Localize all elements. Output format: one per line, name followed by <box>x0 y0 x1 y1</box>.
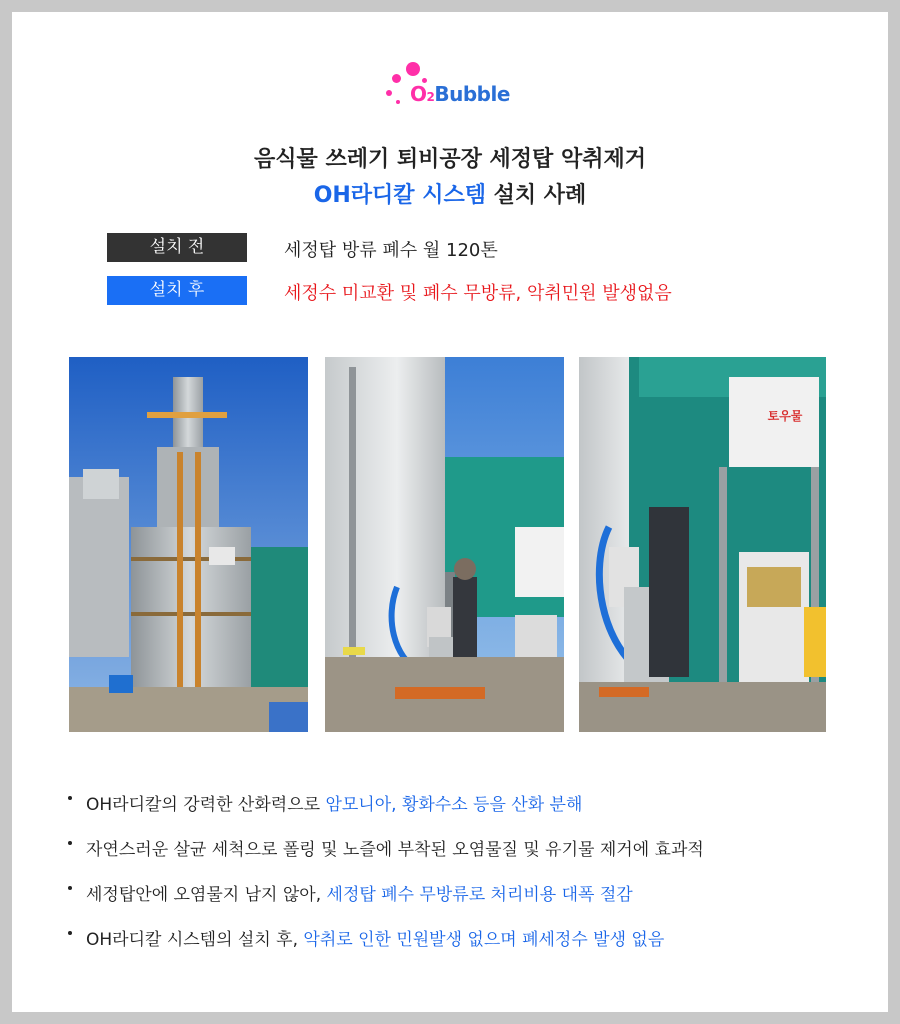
logo-bubble-dot <box>386 90 392 96</box>
list-item-highlight: 암모니아, 황화수소 등을 산화 분해 <box>325 795 583 815</box>
after-install-tag: 설치 후 <box>107 276 247 305</box>
logo-bubble-dot <box>396 100 400 104</box>
o2bubble-logo <box>384 60 534 116</box>
photo-installed-system <box>579 357 826 732</box>
title-rest: 설치 사례 <box>485 183 587 208</box>
logo-subscript-2: 2 <box>426 90 435 104</box>
before-install-tag: 설치 전 <box>107 233 247 262</box>
list-item <box>68 835 868 880</box>
list-item-text <box>86 880 633 905</box>
bullet-dot <box>68 841 72 845</box>
list-item-plain: OH라디칼 시스템의 설치 후, <box>86 930 304 950</box>
list-item-plain: OH라디칼의 강력한 산화력으로 <box>86 795 326 815</box>
feature-list <box>68 790 868 970</box>
title-accent: OH라디칼 시스템 <box>313 183 486 208</box>
logo-letter-o: O <box>410 82 427 106</box>
page-title-line2 <box>12 178 888 209</box>
logo-word: Bubble <box>434 82 510 106</box>
page-title-line1: 음식물 쓰레기 퇴비공장 세정탑 악취제거 <box>254 147 646 172</box>
list-item-highlight: 세정탑 폐수 무방류로 처리비용 대폭 절감 <box>326 885 633 905</box>
list-item-text <box>86 790 582 815</box>
list-item-highlight: 악취로 인한 민원발생 없으며 폐세정수 발생 없음 <box>303 930 665 950</box>
list-item <box>68 880 868 925</box>
list-item <box>68 790 868 835</box>
list-item-text <box>86 835 704 860</box>
after-install-text: 세정수 미교환 및 폐수 무방류, 악취민원 발생없음 <box>284 283 672 304</box>
content-card <box>12 12 888 1012</box>
logo-bubble-dot <box>406 62 420 76</box>
photo-installation-work <box>325 357 564 732</box>
bullet-dot <box>68 886 72 890</box>
list-item <box>68 925 868 970</box>
list-item-text <box>86 925 664 950</box>
before-install-text: 세정탑 방류 폐수 월 120톤 <box>284 240 498 261</box>
photo3-sign-text: 토우물 <box>767 409 803 423</box>
logo-text <box>410 82 510 106</box>
bullet-dot <box>68 796 72 800</box>
bullet-dot <box>68 931 72 935</box>
list-item-plain: 세정탑안에 오염물지 남지 않아, <box>86 885 327 905</box>
photo-scrubber-tower <box>69 357 308 732</box>
logo-bubble-dot <box>392 74 401 83</box>
list-item-plain: 자연스러운 살균 세척으로 폴링 및 노즐에 부착된 오염물질 및 유기물 제거에 효과적 <box>86 840 704 860</box>
